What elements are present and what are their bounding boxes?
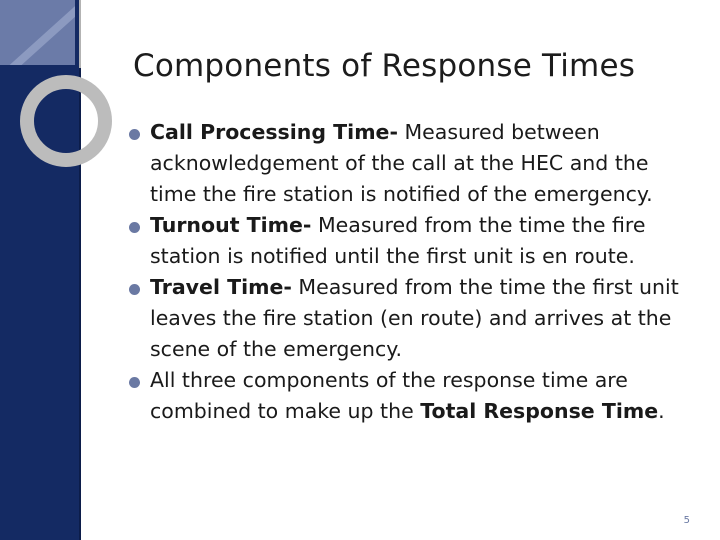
decorative-square xyxy=(0,0,75,65)
bullet-text: All three components of the response time are combined to make up the xyxy=(150,368,628,423)
decorative-stripe xyxy=(0,0,75,65)
bullet-term: Call Processing Time- xyxy=(150,120,398,144)
bullet-turnout xyxy=(150,210,698,272)
bullet-term: Total Response Time xyxy=(420,399,659,423)
bullet-list xyxy=(150,117,698,427)
bullet-term: Turnout Time- xyxy=(150,213,312,237)
bullet-total xyxy=(150,365,698,427)
bullet-travel xyxy=(150,272,698,365)
slide-title: Components of Response Times xyxy=(133,48,636,84)
bullet-dot-icon xyxy=(129,222,140,233)
decorative-line xyxy=(79,0,81,68)
bullet-text-end: . xyxy=(658,399,665,423)
bullet-call-processing xyxy=(150,117,698,210)
page-number: 5 xyxy=(683,515,690,526)
decorative-ring xyxy=(20,75,112,167)
bullet-text: Measured from the time the first unit leaves the fire station (en route) and arrives at the scene of the emergency. xyxy=(150,275,679,361)
bullet-text: Measured from the time the fire station is notified until the first unit is en route. xyxy=(150,213,646,268)
bullet-dot-icon xyxy=(129,377,140,388)
bullet-dot-icon xyxy=(129,284,140,295)
bullet-dot-icon xyxy=(129,129,140,140)
bullet-text: Measured between acknowledgement of the call at the HEC and the time the fire station is notified of the emergency. xyxy=(150,120,653,206)
bullet-term: Travel Time- xyxy=(150,275,292,299)
